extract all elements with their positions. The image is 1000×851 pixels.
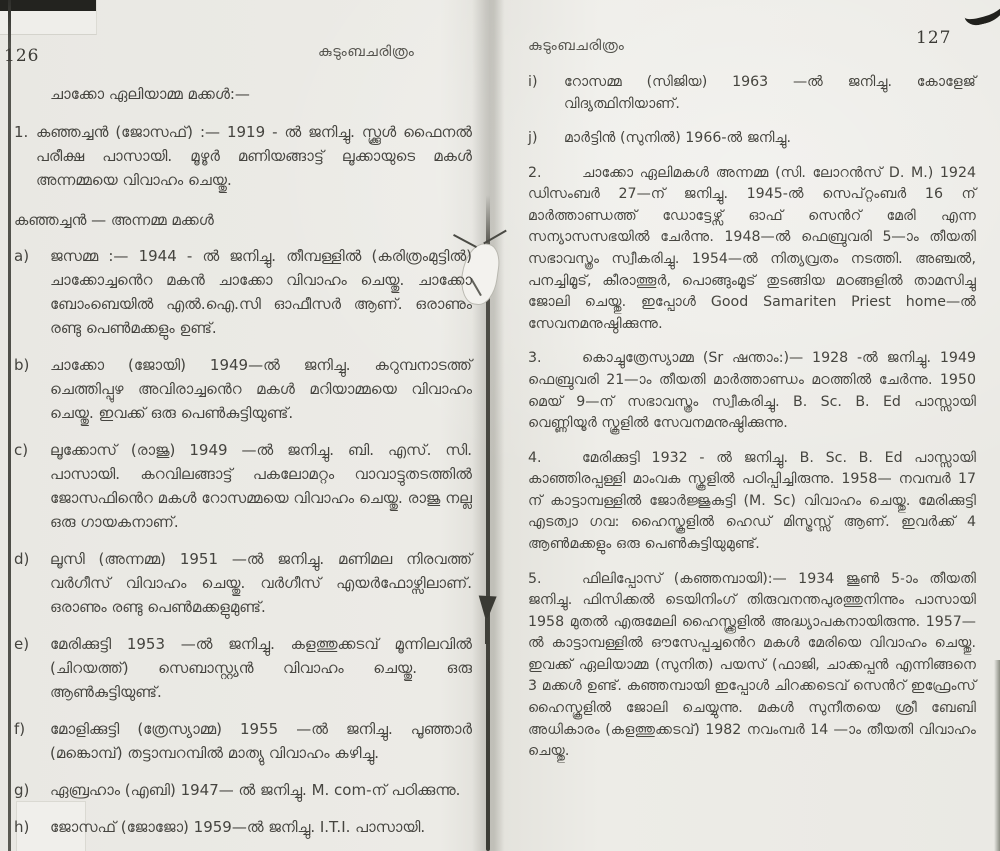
entry-4-marykutty (528, 448, 976, 556)
subheading-kunjachan-annamma: കഞ്ഞച്ചൻ — അന്നമ്മ മക്കൾ (14, 211, 214, 229)
entry-text: കഞ്ഞച്ചൻ (ജോസഫ്) :— 1919 - ൽ ജനിച്ചു. സ്ക്കൂൾ ഫൈനൽ പരീക്ഷ പാസായി. മൂഴൂർ മണിയങ്ങാട്ട് ലൂക്കായുടെ മകൾ അന്നമ്മയെ വിവാഹം ചെയ്തു. (36, 123, 472, 189)
entry-text: ഫിലിപ്പോസ് (കഞ്ഞമ്പായി):— 1934 ജൂൺ 5-ാം തീയതി ജനിച്ചു. ഫിസിക്കൽ ടെയിനിംഗ് തിരുവനന്തപുരത്തുനിന്നും പാസായി 1958 മുതൽ എരുമേലി ഹൈസ്ക്കൂളിൽ അദ്ധ്യാപകനായിരുന്നു. 1957—ൽ കാട്ടാമ്പള്ളിൽ ഔസേപ്പച്ചൻെറ മകൾ മേരിയെ വിവാഹം ചെയ്തു. ഇവക്ക് ഏലിയാമ്മ (സുനിത) പയസ് (ഫാജി, ചാക്കപ്പൻ എന്നിങ്ങനെ 3 മക്കൾ ഉണ്ട്. കഞ്ഞമ്പായി ഇപ്പോൾ ചിറക്കടെവ് സെൻറ് ഇഫ്രേംസ് ഹൈസ്കൂളിൽ ജോലി ചെയ്യുന്നു. മകൾ സുനീതയെ ശ്രീ ബേബി അധികാരം (കളത്തുക്കടവ്) 1982 നവംമ്പർ 14 —ാം തീയതി വിവാഹം ചെയ്തു. (528, 570, 976, 760)
entry-marker: c) (14, 441, 29, 459)
entry-text: ജോസഫ് (ജോജോ) 1959—ൽ ജനിച്ചു. I.T.I. പാസായി. (50, 818, 426, 836)
entry-marker: j) (528, 130, 538, 147)
entry-marker: f) (14, 720, 26, 738)
child-entry-h (14, 815, 472, 839)
child-entry-g (14, 778, 472, 802)
entry-marker: h) (14, 818, 30, 836)
entry-text: ലൂക്കോസ് (രാജു) 1949 —ൽ ജനിച്ചു. ബി. എസ്. സി. പാസായി. കറവിലങ്ങാട്ട് പകലോമറ്റം വാവാട്ടുതടത്തിൽ ജോസഫിൻെറ മകൾ റോസമ്മയെ വിവാഹം ചെയ്തു. രാജു നല്ല ഒരു ഗായകനാണ്. (50, 441, 472, 531)
child-entry-b (14, 353, 472, 425)
entry-text: മേരിക്കുട്ടി 1953 —ൽ ജനിച്ചു. കളത്തുക്കടവ് മൂന്നിലവിൽ (ചിറയത്ത്) സെബാസ്റ്റ്യൻ വിവാഹം ചെയ്തു. ഒരു ആൺകുട്ടിയുണ്ട്. (50, 635, 472, 701)
child-entry-c (14, 438, 472, 534)
entry-marker: 3. (528, 350, 542, 367)
entry-text: ജസമ്മ :— 1944 - ൽ ജനിച്ചു. തീമ്പള്ളിൽ (കരിത്രംമുട്ടിൽ) ചാക്കോച്ചൻെറ മകൻ ചാക്കോ വിവാഹം ചെയ്തു. ചാക്കോ ബോംബെയിൽ എൽ.ഐ.സി ഓഫീസർ ആണ്. ഒരാണും രണ്ടു പെൺമക്കളും ഉണ്ട്. (50, 247, 472, 337)
entry-3-kochuthresiamma (528, 348, 976, 434)
entry-text: ചാക്കോ (ജോയി) 1949—ൽ ജനിച്ചു. കറുമ്പനാടത്ത് ചെത്തിപ്പുഴ അവിരാച്ചൻെറ മകൾ മറിയാമ്മയെ വിവാഹം ചെയ്തു. ഇവക്ക് ഒരു പെൺകുട്ടിയുണ്ട്. (50, 356, 472, 422)
left-running-header: കുടുംബചരിത്രം (318, 44, 415, 60)
entry-text: മാർട്ടിൻ (സുനിൽ) 1966-ൽ ജനിച്ചു. (564, 130, 792, 147)
scan-artifact-left-edge (8, 0, 11, 851)
entry-text: ലൂസി (അന്നമ്മ) 1951 —ൽ ജനിച്ചു. മണിമല നിരവത്ത് വർഗീസ് വിവാഹം ചെയ്തു. വർഗീസ് എയർഫോഴ്സിലാണ്. ഒരാണും രണ്ടു പെൺമക്കളുമുണ്ട്. (50, 550, 472, 616)
entry-marker: 5. (528, 570, 542, 587)
entry-text: റോസമ്മ (സിജിയ) 1963 —ൽ ജനിച്ചു. കോളേജ് വിദ്യത്ഥിനിയാണ്. (564, 74, 976, 112)
child-entry-j (528, 128, 976, 150)
entry-text: ചാക്കോ ഏലിമകൾ അന്നമ്മ (സി. ലോറൻസ് D. M.) 1924 ഡിസംബർ 27—ന് ജനിച്ചു. 1945-ൽ സെപ്റ്റംബർ 16 ന് മാർത്താണ്ഡത്ത് ഡോട്ടേഴ്സ് ഓഫ് സെൻറ് മേരി എന്ന സന്യാസസഭയിൽ ചേർന്നു. 1948—ൽ ഫെബ്രുവരി 5—ാം തീയതി സഭാവസ്ത്രം സ്വീകരിച്ചു. 1954—ൽ നിത്യവ്രതം നടത്തി. അഞ്ചൽ, പനച്ചിമൂട്, കീരാത്തൂർ, പൊങ്ങുംമൂട് തുടങ്ങിയ മഠങ്ങളിൽ താമസിച്ചു ജോലി ചെയ്തു. ഇപ്പോൾ Good Samariten Priest home—ൽ സേവനമനുഷ്ഠിക്കുന്നു. (528, 164, 976, 332)
entry-text: കൊച്ചുത്രേസ്യാമ്മ (Sr ഷന്താം:)— 1928 -ൽ ജനിച്ചു. 1949 ഫെബ്രുവരി 21—ാം തീയതി മാർത്താണ്ഡം മഠത്തിൽ ചേർന്നു. 1950 മെയ് 9—ന് സഭാവസ്ത്രം സ്വീകരിച്ചു. B. Sc. B. Ed പാസ്സായി വെണ്ണിയൂർ സ്കൂളിൽ സേവനമനുഷ്ഠിക്കുന്നു. (528, 350, 976, 432)
entry-marker: b) (14, 356, 30, 374)
entry-marker: 4. (528, 449, 542, 466)
child-entry-f (14, 717, 472, 765)
scan-artifact-gutter-blot-tail (485, 618, 489, 644)
entry-marker: g) (14, 781, 30, 799)
scan-artifact-right-edge (994, 660, 1000, 851)
entry-2-annamma (528, 163, 976, 336)
entry-5-philipose (528, 569, 976, 763)
left-page-body (14, 82, 472, 851)
entry-marker: a) (14, 247, 30, 265)
entry-marker: d) (14, 550, 30, 568)
entry-marker: e) (14, 635, 30, 653)
child-entry-i (528, 72, 976, 115)
right-page-number: 127 (916, 28, 952, 48)
section-heading-chacko-eliamma: ചാക്കോ ഏലിയാമ്മ മക്കൾ:— (50, 85, 250, 103)
child-entry-d (14, 547, 472, 619)
entry-text: മോളിക്കുട്ടി (ത്രേസ്യാമ്മ) 1955 —ൽ ജനിച്ചു. പൂഞ്ഞാർ (മങ്കൊമ്പ്) തട്ടാമ്പറമ്പിൽ മാത്യു വിവാഹം കഴിച്ചു. (50, 720, 472, 762)
entry-text: മേരിക്കുട്ടി 1932 - ൽ ജനിച്ചു. B. Sc. B. Ed പാസ്സായി കാഞ്ഞിരപ്പള്ളി മാംവക സ്കൂളിൽ പഠിപ്പിച്ചിരുന്നു. 1958— നവമ്പർ 17 ന് കാട്ടാമ്പള്ളിൽ ജോർജ്ജുകുട്ടി (M. Sc) വിവാഹം ചെയ്തു. മേരിക്കുട്ടി എടത്വാ ഗവ: ഹൈസ്കൂളിൽ ഹെഡ് മിസ്ട്രസ്സ് ആണ്. ഇവർക്ക് 4 ആൺമക്കളും ഒരു പെൺകുട്ടിയുമുണ്ട്. (528, 449, 976, 552)
left-page-number: 126 (4, 46, 40, 66)
right-running-header: കുടുംബചരിത്രം (528, 38, 625, 54)
child-entry-a (14, 244, 472, 340)
entry-marker: 1. (14, 123, 29, 141)
entry-1-kunjachan (14, 120, 472, 192)
right-page-body (528, 72, 976, 776)
entry-marker: i) (528, 74, 538, 90)
entry-marker: 2. (528, 164, 542, 181)
scan-artifact-topleft-bar (0, 0, 96, 11)
child-entry-e (14, 632, 472, 704)
entry-text: ഏബ്രഹാം (എബി) 1947— ൽ ജനിച്ചു. M. com-ന് പഠിക്കുന്നു. (50, 781, 461, 799)
scan-artifact-topright-mark (958, 0, 1000, 28)
